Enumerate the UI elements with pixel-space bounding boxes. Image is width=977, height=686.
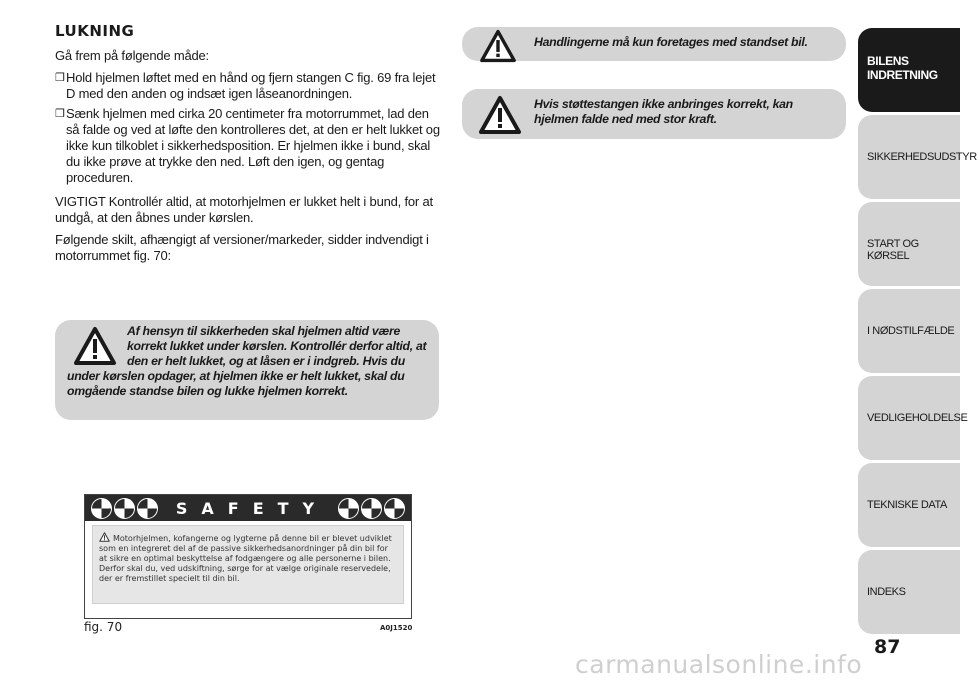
list-item — [55, 70, 445, 102]
tab-label: INDEKS — [867, 586, 906, 598]
safety-label-text-box — [92, 525, 404, 604]
tab-sikkerhedsudstyr[interactable] — [858, 115, 977, 199]
tab-indeks[interactable] — [858, 550, 960, 634]
tab-bilens-indretning[interactable] — [858, 28, 960, 112]
safety-band — [85, 495, 411, 521]
tab-label: BILENS INDRETNING — [867, 54, 938, 82]
checkered-circle-icon — [91, 498, 112, 519]
warning-text: Af hensyn til sikkerheden skal hjelmen altid være korrekt lukket under kørslen. Kontrollér derfor altid, at den er helt lukket, og at låsen er i indgreb. Hvis du under kørslen opdager, at hjelmen ikke er helt lukket, skal du omgående standse bilen og lukke hjelmen korrekt. — [67, 324, 427, 398]
warning-text: Handlingerne må kun foretages med standset bil. — [534, 35, 808, 49]
page-number: 87 — [874, 636, 901, 658]
important-paragraph: VIGTIGT Kontrollér altid, at motorhjelmen er lukket helt i bund, for at undgå, at den åbnes under kørslen. — [55, 194, 433, 225]
checkered-circle-icon — [137, 498, 158, 519]
checkered-circle-icon — [114, 498, 135, 519]
safety-label-text: Motorhjelmen, kofangerne og lygterne på denne bil er blevet udviklet som en integreret del af de passive sikkerhedsanordninger på din bil for at sikre en optimal beskyttelse af fodgængere og alle personerne i bilen. Derfor skal du, ved udskiftning, sørge for at vælge originale reservedele, der er fremstillet specielt til din bil. — [99, 534, 392, 583]
checkbox-bullet-icon: ❒ — [55, 72, 65, 84]
tab-label: I NØDSTILFÆLDE — [867, 325, 955, 337]
checkered-group-left — [91, 498, 158, 519]
section-heading: LUKNING — [55, 22, 135, 40]
safety-word: SAFETY — [175, 498, 329, 518]
tab-tekniske-data[interactable] — [858, 463, 960, 547]
tab-label: VEDLIGEHOLDELSE — [867, 412, 968, 424]
signs-paragraph: Følgende skilt, afhængigt af versioner/markeder, sidder indvendigt i motorrummet fig. 70: — [55, 232, 429, 263]
intro-paragraph: Gå frem på følgende måde: — [55, 48, 209, 63]
tab-label: SIKKERHEDSUDSTYR — [867, 151, 977, 163]
checkered-circle-icon — [361, 498, 382, 519]
checkered-group-right — [338, 498, 405, 519]
tab-i-nodstilfaelde[interactable] — [858, 289, 960, 373]
warning-box-support-rod — [462, 89, 846, 139]
tab-label: TEKNISKE DATA — [867, 499, 947, 511]
checkered-circle-icon — [384, 498, 405, 519]
warning-text: Hvis støttestangen ikke anbringes korrekt, kan hjelmen falde ned med stor kraft. — [534, 97, 793, 126]
list-item-text: Sænk hjelmen med cirka 20 centimeter fra motorrummet, lad den så falde og ved at løfte den kontrolleres det, at den er helt lukket og ikke kun tilkoblet i sikkerhedsposition. Er hjelmen ikke i bund, skal du ikke prøve at trykke den ned. Løft den igen, og gentag proceduren. — [66, 106, 440, 185]
checkbox-bullet-icon: ❒ — [55, 108, 65, 120]
tab-label: START OG KØRSEL — [867, 238, 919, 262]
warning-triangle-icon — [99, 532, 110, 542]
safety-label-figure — [84, 494, 412, 619]
warning-box-hood-closed — [55, 320, 439, 420]
figure-label: fig. 70 — [84, 620, 123, 634]
figure-code: A0J1520 — [380, 624, 413, 632]
list-item — [55, 106, 445, 186]
tab-start-og-korsel[interactable] — [858, 202, 960, 286]
main-column — [55, 22, 445, 270]
warning-box-stationary — [462, 27, 846, 61]
watermark: carmanualsonline.info — [575, 650, 863, 679]
checkered-circle-icon — [338, 498, 359, 519]
list-item-text: Hold hjelmen løftet med en hånd og fjern stangen C fig. 69 fra lejet D med den anden og indsæt igen låseanordningen. — [66, 70, 436, 101]
warning-triangle-icon — [478, 95, 522, 135]
warning-triangle-icon — [478, 29, 518, 63]
tab-vedligeholdelse[interactable] — [858, 376, 968, 460]
